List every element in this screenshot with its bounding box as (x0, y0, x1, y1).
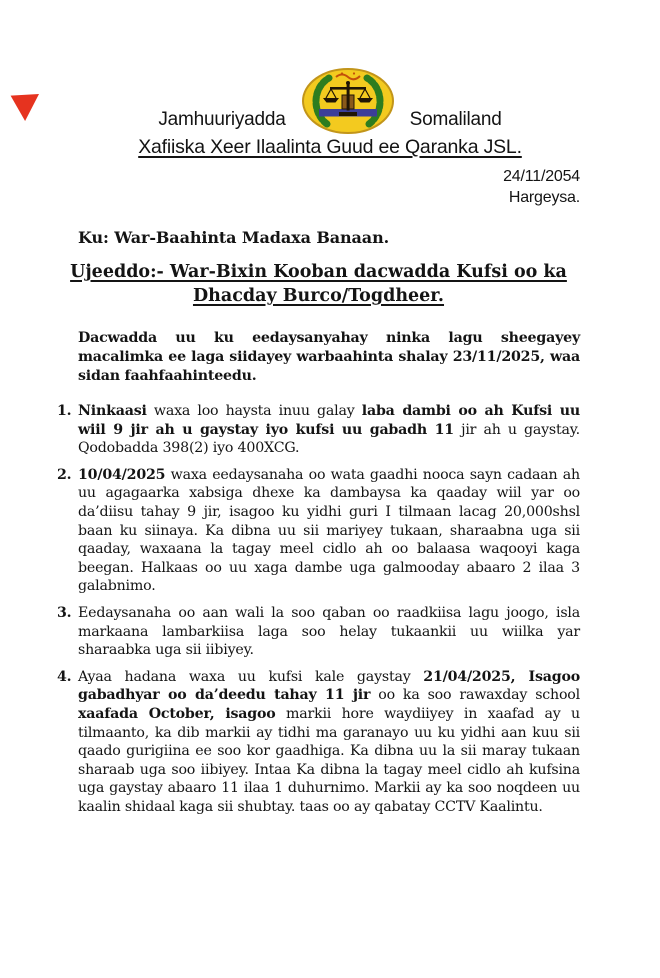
list-item (57, 402, 580, 458)
item-text: Ayaa hadana waxa uu kufsi kale gaystay 21/04/2025, Isagoo gabadhyar oo da’deedu tahay 11 jir oo ka soo rawaxday school xaafada October, isagoo markii hore waydiiyey in xaafad ay u tilmaanto, ka dib markii ay tidhi ma garanayo uu ku yidhi aan kuu sii qaado gurigiina ee soo kor gaadhiga. Ka dibna uu la sii maray tukaan sharaab uga soo iibiyey. Intaa Ka dibna la tagay meel cidlo ah kufsina uga gaystay abaaro 11 ilaa 1 duhurnimo. Markii ay ka soo noqdeen uu kaalin shidaal kaga sii shubtay. taas oo ay qabatay CCTV Kaalintu. (78, 668, 580, 815)
subject-heading (57, 260, 580, 308)
addressee-line: Ku: War-Baahinta Madaxa Banaan. (78, 228, 390, 247)
item-number: 2. (57, 466, 72, 483)
item-number: 4. (57, 668, 72, 685)
city-text: Hargeysa. (508, 189, 580, 206)
item-text: Ninkaasi waxa loo haysta inuu galay laba dambi oo ah Kufsi uu wiil 9 jir ah u gaystay iyo kufsi uu gabadh 11 jir ah u gaystay. Qodobadda 398(2) iyo 400XCG. (78, 403, 580, 457)
document-page (0, 68, 660, 978)
numbered-list (57, 402, 580, 816)
item-text: Eedaysanaha oo aan wali la soo qaban oo raadkiisa lagu joogo, isla markaana lambarkiisa laga soo helay tukaankii uu wiilka yar sharaabka uga sii iibiyey. (78, 604, 580, 659)
masthead (0, 68, 660, 134)
item-text: 10/04/2025 waxa eedaysanaha oo wata gaadhi nooca sayn cadaan ah uu agagaarka xabsiga dhexe ka dambaysa ka qaaday wiil yar oo da’diisu tahay 9 jir, isagoo ku yidhi guri I tilmaan lacag 20,000shsl baan ku siinaya. Ka dibna uu sii mariyey tukaan, sharaabna uga sii qaaday, waxaana la tagay meel cidlo ah oo balaasa waqooyi kaga beegan. Halkaas oo uu xaga dambe uga galmooday abaaro 2 ilaa 3 galabnimo. (78, 466, 580, 595)
country-label: Somaliland (409, 109, 502, 130)
office-title: Xafiiska Xeer Ilaalinta Guud ee Qaranka JSL. (138, 136, 522, 158)
list-item (57, 668, 580, 817)
dateline (0, 166, 580, 208)
republic-label: Jamhuuriyadda (158, 109, 286, 130)
item-number: 1. (57, 403, 72, 419)
item-number: 3. (57, 604, 72, 621)
letter-body (57, 228, 580, 816)
date-text: 24/11/2054 (503, 168, 580, 185)
scales-of-justice-emblem-icon (302, 68, 394, 134)
intro-paragraph: Dacwadda uu ku eedaysanyahay ninka lagu sheegayey macalimka ee laga siidayey warbaahinta shalay 23/11/2025, waa sidan faahfaahinteedu. (78, 330, 580, 384)
subject-line-1: Ujeeddo:- War-Bixin Kooban dacwadda Kufsi oo ka (70, 262, 567, 282)
subject-line-2: Dhacday Burco/Togdheer. (192, 286, 445, 306)
list-item (57, 604, 580, 660)
list-item (57, 466, 580, 596)
